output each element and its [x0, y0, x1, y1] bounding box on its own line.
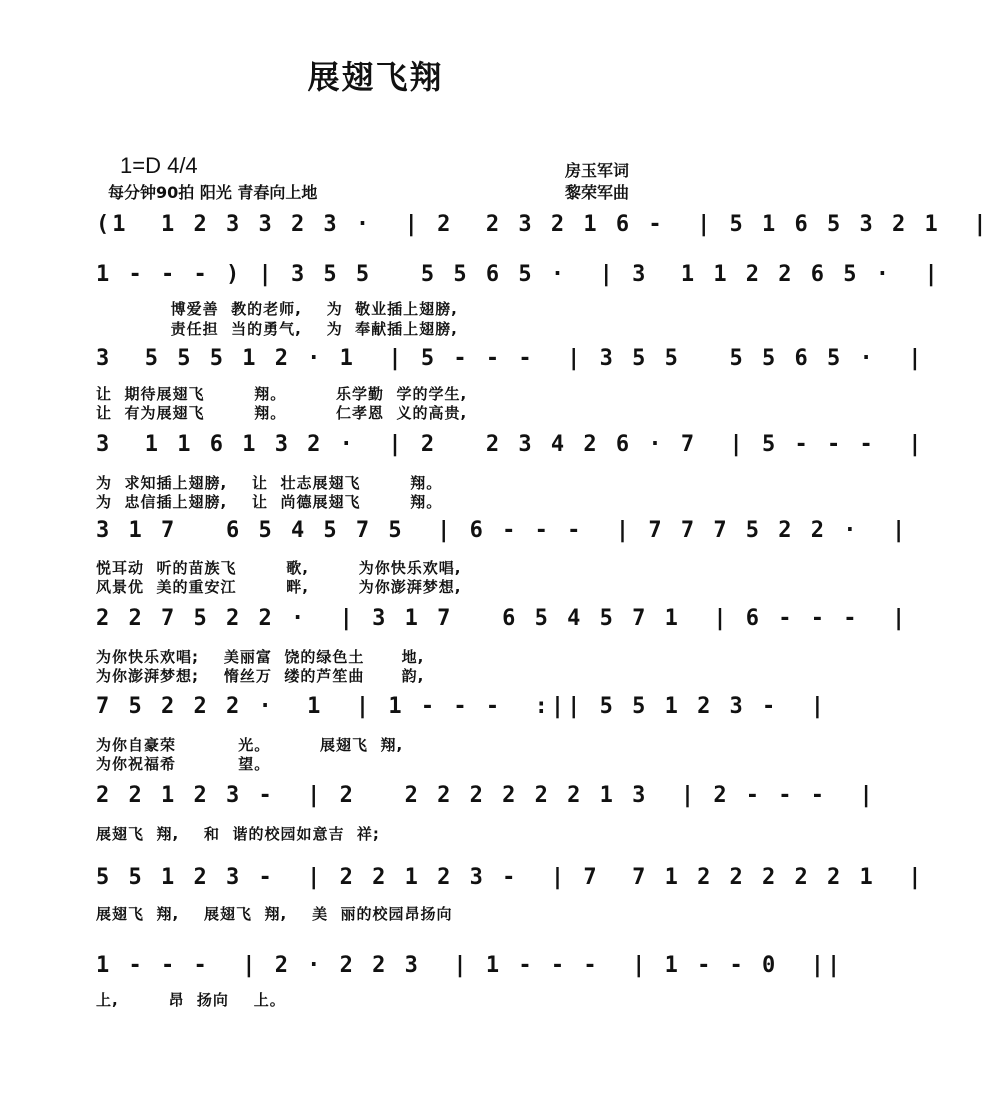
- lyric-line-1: 上, 昂 扬向 上。: [96, 991, 286, 1009]
- lyric-line-2: 风景优 美的重安江 畔, 为你澎湃梦想,: [96, 578, 462, 596]
- lyric-line-2: 责任担 当的勇气, 为 奉献插上翅膀,: [96, 320, 458, 338]
- lyric-line-2: 为 忠信插上翅膀, 让 尚德展翅飞 翔。: [96, 493, 443, 511]
- tempo-marking: 每分钟90拍 阳光 青春向上地: [108, 183, 318, 202]
- lyric-line-1: 为 求知插上翅膀, 让 壮志展翅飞 翔。: [96, 474, 443, 492]
- song-title: 展翅飞翔: [307, 58, 444, 96]
- lyric-line-1: 为你自豪荣 光。 展翅飞 翔,: [96, 736, 404, 754]
- notation-line: 1 - - - | 2 · 2 2 3 | 1 - - - | 1 - - 0 ||: [96, 953, 844, 978]
- lyricist-credit: 房玉军词: [565, 161, 630, 180]
- lyric-line-1: 博爱善 教的老师, 为 敬业插上翅膀,: [96, 300, 458, 318]
- lyric-line-2: 让 有为展翅飞 翔。 仁孝恩 义的高贵,: [96, 404, 468, 422]
- lyric-line-2: 为你祝福希 望。: [96, 755, 271, 773]
- notation-line: 2 2 7 5 2 2 · | 3 1 7 6 5 4 5 7 1 | 6 - - - |: [96, 606, 909, 631]
- notation-line: (1 1 2 3 3 2 3 · | 2 2 3 2 1 6 - | 5 1 6 5 3 2 1 |: [96, 212, 989, 237]
- notation-line: 3 1 7 6 5 4 5 7 5 | 6 - - - | 7 7 7 5 2 2 · |: [96, 518, 909, 543]
- lyric-line-2: 为你澎湃梦想; 惰丝万 缕的芦笙曲 韵,: [96, 667, 425, 685]
- notation-line: 5 5 1 2 3 - | 2 2 1 2 3 - | 7 7 1 2 2 2 2 2 1 |: [96, 865, 925, 890]
- notation-line: 2 2 1 2 3 - | 2 2 2 2 2 2 2 1 3 | 2 - - - |: [96, 783, 876, 808]
- lyric-line-1: 悦耳动 听的苗族飞 歌, 为你快乐欢唱,: [96, 559, 462, 577]
- lyric-line-1: 展翅飞 翔, 展翅飞 翔, 美 丽的校园昂扬向: [96, 905, 453, 923]
- notation-line: 3 5 5 5 1 2 · 1 | 5 - - - | 3 5 5 5 5 6 5 · |: [96, 346, 925, 371]
- notation-line: 3 1 1 6 1 3 2 · | 2 2 3 4 2 6 · 7 | 5 - - - |: [96, 432, 925, 457]
- composer-credit: 黎荣军曲: [565, 183, 630, 202]
- key-signature: 1=D 4/4: [120, 153, 198, 178]
- lyric-line-1: 为你快乐欢唱; 美丽富 饶的绿色土 地,: [96, 648, 425, 666]
- lyric-line-1: 展翅飞 翔, 和 谐的校园如意吉 祥;: [96, 825, 380, 843]
- notation-line: 1 - - - ) | 3 5 5 5 5 6 5 · | 3 1 1 2 2 6 5 · |: [96, 262, 941, 287]
- notation-line: 7 5 2 2 2 · 1 | 1 - - - :|| 5 5 1 2 3 - |: [96, 694, 828, 719]
- lyric-line-1: 让 期待展翅飞 翔。 乐学勤 学的学生,: [96, 385, 468, 403]
